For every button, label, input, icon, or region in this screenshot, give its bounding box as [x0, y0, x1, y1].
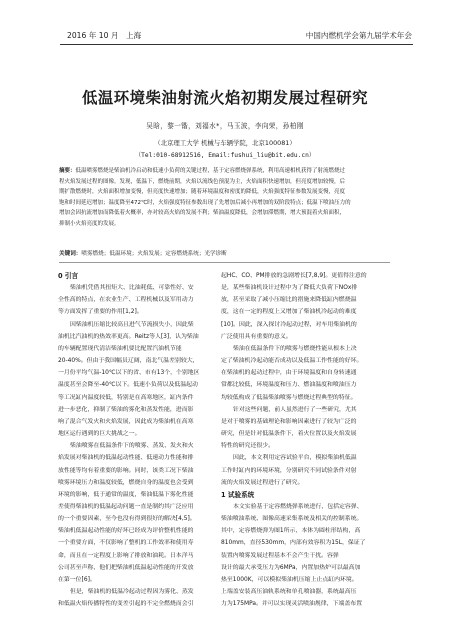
abstract-separator	[59, 262, 390, 263]
body-column-left	[58, 270, 248, 610]
paper-title: 低温环境柴油射流火焰初期发展过程研究	[81, 89, 369, 107]
abstract-line: 抑制小火焰亮度的发展。	[59, 220, 120, 227]
body-text-line: 喷雾环境压力和温度较低，燃烧自身的温度也会受到	[58, 479, 194, 486]
body-text-line: 命，而且在一定程度上影响了排放和油耗。日本洋马	[58, 552, 194, 559]
running-header	[67, 30, 412, 42]
author-list: 吴晗，黎一锴，刘福水*，马玉波，李向荣，孙柏刚	[146, 122, 304, 130]
body-text-line: 一个重要方面，不仅影响了整机的工作效率和使用寿	[58, 540, 194, 547]
body-text-line: [10]。因此，深入探讨冷起动过程，对车用柴油机的	[221, 321, 357, 328]
abstract-line: 期扩散燃烧时，火焰面积增加变慢，但亮度快速增加；随着环境温度和密度的降低，火焰强度特征参数发展变慢，亮度	[59, 189, 346, 196]
body-text-line: 广泛使用具有重要的意义。	[221, 333, 292, 340]
body-text-line: 响了混合气发火和火焰发展，因此成为柴油机在高寒	[58, 418, 194, 425]
body-text-line: 一月份平均气温-10℃以下的省、市有13个，个别地区	[58, 370, 200, 377]
body-text-line: 柴油在低温条件下的喷雾与燃烧性能从根本上决	[233, 345, 357, 352]
body-text-line: 特性的研究还很少。	[221, 443, 275, 450]
body-text-line: 力为175MPa。并可以实现灵活喷油规律，下端盖布置	[221, 601, 363, 608]
body-text-line: 的车辆配置现代清洁柴油机要比配置汽油机节能	[58, 345, 182, 352]
body-text-line: 柴油机低温起动性能的好坏已经成为评价整机性能的	[58, 528, 194, 535]
keywords	[59, 249, 390, 257]
abstract-label: 摘要：	[59, 168, 76, 174]
body-text-line: 本文实验基于定容燃烧弹系统进行，包括定容弹、	[233, 503, 363, 510]
section-heading: 0 引言	[58, 272, 79, 280]
body-column-right	[221, 270, 411, 610]
abstract-line: 增加会因抗流增加而降低着火概率，亦对较高火焰的发展不利；柴油温度降低，会增加滞燃期，增大预混着火焰面积，	[59, 210, 346, 217]
header-conference: 中国内燃机学会第九届学术年会	[305, 31, 412, 40]
body-text-line: 放性能等均有着重要的影响。同时，该类工况下柴油	[58, 467, 194, 474]
keywords-text: 喷雾燃烧；低温环境；火焰发展；定容燃烧系统；光学诊断	[81, 251, 227, 257]
body-text-line: 起HC、CO、PM排放的急剧增长[7,8,9]。更值得注意的	[221, 273, 367, 279]
body-text-line: 温度甚至会降至-40℃以下。低速小负荷以及低温起动	[58, 382, 198, 389]
body-text-line: 流的火焰发展过程进行了研究。	[221, 479, 304, 486]
body-text-line: 在第一位[6]。	[58, 576, 96, 583]
body-text-line: 810mm，直径530mm，内部有效容积为15L，保证了	[221, 540, 366, 547]
body-text-line: 均较低构成了低温柴油喷雾与燃烧过程典型的特征。	[221, 394, 357, 401]
body-text-line: 研究，但是针对低温条件下，着火位置以及火焰发展	[221, 431, 357, 438]
body-text-line: 其中，定容燃烧弹为图1所示，本体为圆柱形结构，高	[221, 528, 361, 535]
body-text-line: 全性高的特点，在农业生产、工程机械以及军用动力	[58, 297, 194, 304]
abstract-line-1: 摘要：低温喷雾燃烧是柴油机冷启动和低速小负荷的关键过程，基于定容燃烧弹系统，利用高速相机获得了射流燃烧过	[59, 168, 346, 174]
body-text-line: 地区运行遇到的巨大挑战之一。	[58, 431, 141, 438]
body-text-line: 的一个重要因素，至今也没有得到很好的解决[4,5]。	[58, 516, 196, 523]
body-text-line: 进一步恶化，抑制了柴油的雾化和蒸发性能，进而影	[58, 406, 194, 413]
abstract	[59, 166, 390, 230]
body-text-line: 上端盖安装高压油轨系统和单孔喷油器，系统最高压	[221, 589, 357, 596]
body-text-line: 是，某些柴油机设计过程中为了降低大负荷下NOx排	[221, 285, 358, 292]
body-text-line: 20-40%。但由于我国幅员辽阔，南北气温差别较大，	[58, 358, 199, 365]
body-text-line: 因此，本文利用定容试验平台，模拟柴油机低温	[233, 455, 357, 462]
body-text-line: 度，这在一定的程度上又增加了柴油机冷起动的难度	[221, 309, 357, 316]
body-text-line: 等工况缸内温度较低，特别是在高寒地区，缸内条件	[58, 394, 194, 401]
body-text-line: 放，甚至采取了减小压缩比的措施来降低缸内燃烧温	[221, 297, 357, 304]
body-text-line: 等方面发挥了重要的作用[1,2]。	[58, 309, 143, 316]
header-date-location: 2016 年 10 月 上海	[67, 31, 142, 40]
body-text-line: 因柴油机压缩比较高且进气节流损失小，因此柴	[70, 321, 194, 328]
keywords-label: 关键词：	[59, 251, 82, 257]
body-text-line: 是对于喷雾的基础理论和影响因素进行了较为广泛的	[221, 418, 357, 425]
abstract-line: 饱和时间延迟增加；温度降至472℃时，火焰强度特征参数出现了先增加后减小再增加的双阶段特点；低温下喷油压力的	[59, 199, 351, 206]
abstract-line: 程火焰发展过程的图像。发现，低温下，燃烧前期，火焰以流线色预混为主，火焰面积快速增加，但亮度增加较慢，后	[59, 178, 346, 185]
body-text-line: 焰发展对柴油机的低温起动性能、低速动力性能和排	[58, 455, 194, 462]
body-text-line: 设计的最大承受压力为6MPa，内置加热炉可以最高加	[221, 564, 361, 571]
body-text-line: 柴油喷雾在低温条件下的喷雾、蒸发、发火和火	[70, 443, 194, 450]
body-text-line: 针对这些问题，前人虽然进行了一些研究，尤其	[233, 406, 357, 413]
body-text-line: 柴油机凭借其扭矩大、比油耗低、可靠性好、安	[70, 285, 194, 292]
contact-info: （Tel:010-68912516, Email:fushui_liu@bit.edu.cn）	[134, 152, 315, 159]
body-text-line: 定了柴油机冷起动能否成功以及低温工作性能的好坏。	[221, 358, 363, 365]
header-rule	[60, 44, 413, 45]
section-heading: 1 试验系统	[221, 490, 255, 499]
body-text-line: 装置内喷雾发展过程基本不会产生干扰。容弹	[221, 552, 339, 559]
body-text-line: 和低温火焰传播特性的变差引起的不完全燃烧而会引	[58, 601, 194, 608]
body-text-line: 在柴油机的起动过程中，由于环境温度和自身转速通	[221, 370, 357, 377]
body-text-line: 油机比汽油机的热效率更高。Reitz等人[3]，认为柴油	[58, 333, 199, 340]
body-text-line: 公司甚至声称，他们把柴油机低温起动性能的开发放	[58, 564, 194, 571]
body-text-line: 常都比较低，环境温度和压力、燃油温度和喷油压力	[221, 382, 357, 389]
body-text-line: 热至1000K，可以模拟柴油机压缩上止点缸内环境。	[221, 576, 358, 583]
body-text-line: 但是，柴油机的低温冷起动过程因为雾化、蒸发	[70, 589, 194, 596]
affiliation: （北京理工大学 机械与车辆学院，北京100081）	[154, 139, 296, 147]
body-text-line: 工作时缸内的环境环境，分别研究不同试验条件对射	[221, 467, 357, 474]
body-text-line: 差使得柴油机的低温起动问题一直是制约其广泛应用	[58, 503, 194, 510]
body-text-line: 环境的影响，低于通常的温度，柴油低温下雾化性能	[58, 491, 194, 498]
body-text-line: 柴油喷油系统、图像高速采集系统及相关的控制系统。	[221, 516, 363, 523]
